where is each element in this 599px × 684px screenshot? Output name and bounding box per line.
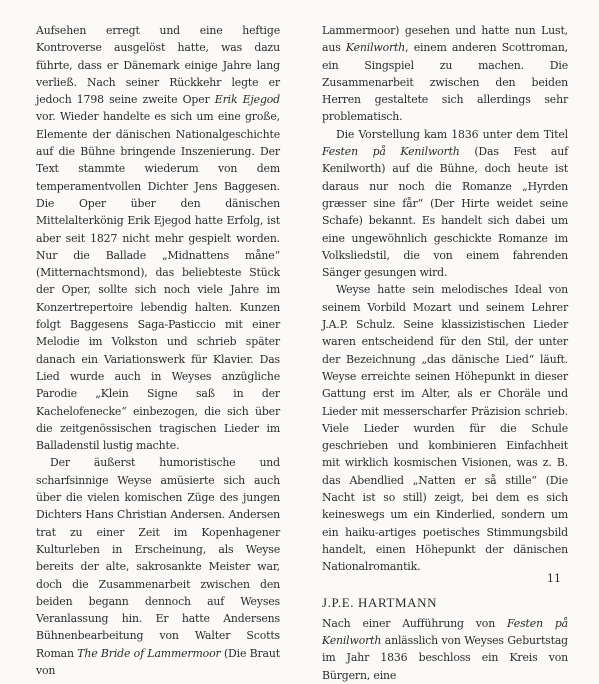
italic-title: Festen på Kenilworth: [322, 616, 569, 648]
italic-title: The Bride of Lammermoor: [77, 646, 221, 660]
paragraph: [322, 126, 568, 282]
text-run: (Die Braut von: [36, 646, 280, 677]
text-run: Nach einer Aufführung von: [322, 616, 507, 630]
text-run: Lammermoor) gesehen und hatte nun Lust, aus: [322, 24, 568, 55]
left-column: [36, 22, 280, 679]
text-run: Der äußerst humoristische und scharfsinnige Weyse amüsierte sich auch über die vielen komischen Züge des jungen Dichters Hans Christian Andersen. Andersen trat zu einer Zeit im Kopenhagener Kulturleben in Erscheinung, als Weyse bereits der alte, sakrosankte Meister war, doch die Zusammenarbeit zwischen den beiden begann dennoch auf Weyses Veranlassung hin. Er hatte Andersens Bühnenbearbeitung von Walter Scotts Roman: [36, 456, 280, 660]
paragraph: [322, 22, 568, 126]
paragraph: [36, 22, 280, 454]
text-run: vor. Wieder handelte es sich um eine große, Elemente der dänischen Nationalgeschichte auf die Bühne bringende Inszenierung. Der Text stammte wiederum von dem temperamentvollen Dichter Jens Baggesen. Die Oper über den dänischen Mittelalterkönig Erik Ejegod hatte Erfolg, ist aber seit 1827 nicht mehr gespielt worden. Nur die Ballade „Midnattens måne“ (Mitternachtsmond), das beliebteste Stück der Oper, sollte sich noch viele Jahre im Konzertrepertoire lebendig halten. Kunzen folgt Baggesens Saga-Pasticcio mit einer Melodie im Volkston und schrieb später danach ein Variationswerk für Klavier. Das Lied wurde auch in Weyses anzügliche Parodie „Klein Signe saß in der Kachelofenecke“ einbezogen, die sich über die zeitgenössischen tragischen Lieder im Balladenstil lustig machte.: [36, 110, 280, 453]
right-column: [322, 22, 568, 684]
text-run: , einem anderen Scottroman, ein Singspiel zu machen. Die Zusammenarbeit zwischen den beiden Herren gestaltete sich allerdings sehr problematisch.: [322, 41, 568, 124]
text-run: Die Vorstellung kam 1836 unter dem Titel: [336, 127, 568, 141]
text-run: Aufsehen erregt und eine heftige Kontroverse ausgelöst hatte, was dazu führte, dass er Dänemark einige Jahre lang verließ. Nach seiner Rückkehr legte er jedoch 1798 seine zweite Oper: [36, 24, 280, 107]
italic-title: Erik Ejegod: [214, 93, 280, 107]
page-number: 11: [547, 572, 561, 585]
text-run: anlässlich von Weyses Geburtstag im Jahr 1836 beschloss ein Kreis von Bürgern, eine: [322, 634, 568, 682]
paragraph: Weyse hatte sein melodisches Ideal von seinem Vorbild Mozart und seinem Lehrer J.A.P. Schulz. Seine klassizistischen Lieder waren entscheidend für den Stil, der unter der Bezeichnung „das dänische Lied“ läuft. Weyse erreichte seinen Höhepunkt in dieser Gattung erst im Alter, als er Choräle und Lieder mit messerscharfer Präzision schrieb. Viele Lieder wurden für die Schule geschrieben und kombinieren Einfachheit mit wirklich kosmischen Visionen, was z. B. das Abendlied „Natten er så stille“ (Die Nacht ist so still) zeigt, bei dem es sich keineswegs um ein Kinderlied, sondern um ein haiku-artiges poetisches Stimmungsbild handelt, einen Höhepunkt der dänischen Nationalromantik.: [322, 283, 568, 574]
paragraph: [36, 454, 280, 679]
italic-title: Festen på Kenilworth: [322, 145, 460, 159]
text-run: (Das Fest auf Kenilworth) auf die Bühne, doch heute ist daraus nur noch die Romanze „Hyrden græsser sine får“ (Der Hirte weidet seine Schafe) bekannt. Es handelt sich dabei um eine ungewöhnlich geschickte Romanze im Volksliedstil, die von einem fahrenden Sänger gesungen wird.: [322, 145, 568, 280]
section-heading: J.P.E. HARTMANN: [322, 594, 438, 610]
paragraph: [322, 615, 568, 684]
italic-title: Kenilworth: [345, 41, 406, 55]
